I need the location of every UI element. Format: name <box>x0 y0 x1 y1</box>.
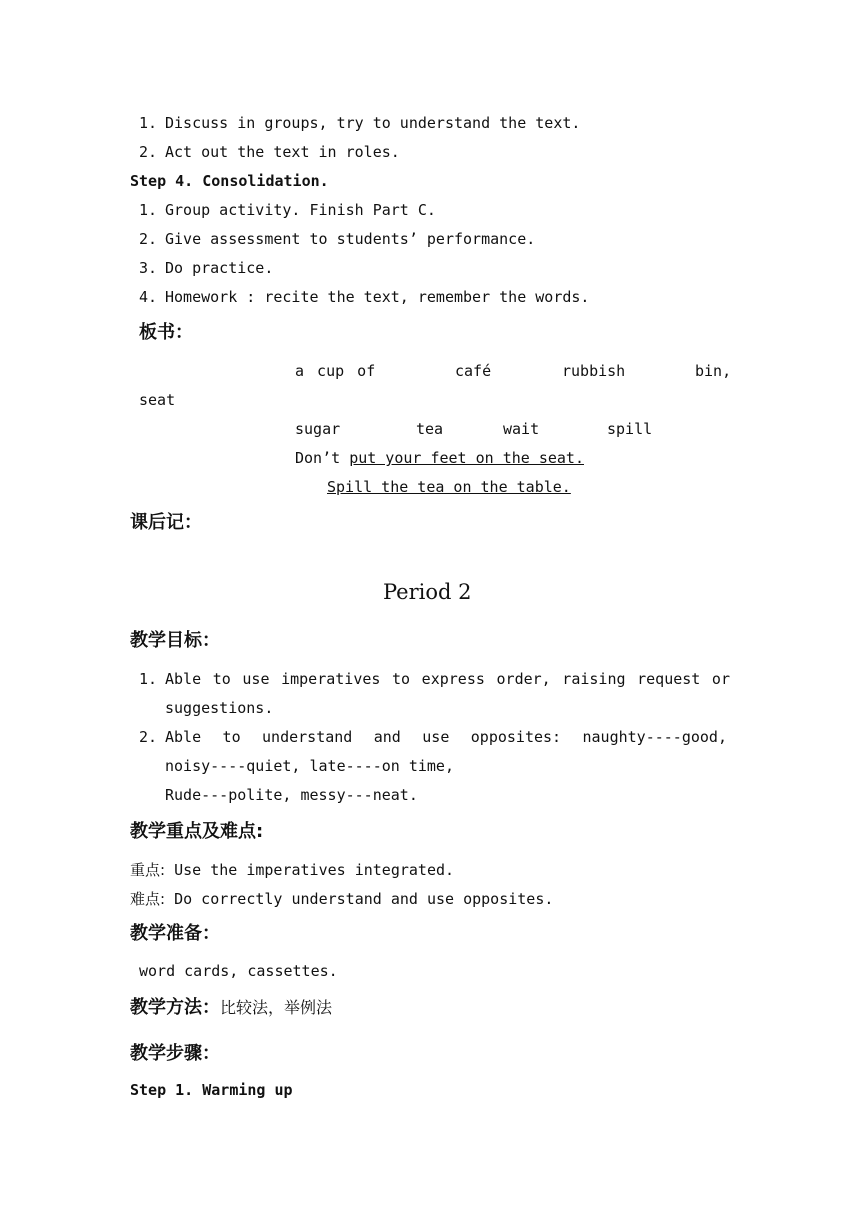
page-title: Period 2 <box>383 580 472 604</box>
step-heading: Step 1. Warming up <box>130 1081 293 1099</box>
board-word: tea <box>416 420 444 438</box>
list-item-text: Do practice. <box>165 259 274 277</box>
board-word: sugar <box>295 420 341 438</box>
list-item-text: Homework : recite the text, remember the words. <box>165 288 590 306</box>
list-number: 1. <box>139 201 158 219</box>
prep-heading: 教学准备： <box>130 923 220 944</box>
list-number: 1. <box>139 670 158 688</box>
difficulty-text: Do correctly understand and use opposites. <box>165 890 554 908</box>
list-number: 2. <box>139 230 158 248</box>
list-item-text: Give assessment to students’ performance. <box>165 230 536 248</box>
list-number: 2. <box>139 728 158 746</box>
steps-heading: 教学步骤： <box>130 1043 220 1064</box>
board-sentence-prefix: Don’t <box>295 449 350 467</box>
difficulty-label: 难点: <box>130 890 166 908</box>
prep-text: word cards, cassettes. <box>139 962 338 980</box>
list-number: 2. <box>139 143 158 161</box>
board-word: wait <box>503 420 540 438</box>
list-number: 1. <box>139 114 158 132</box>
key-point-label: 重点: <box>130 861 166 879</box>
difficulty-point <box>130 888 553 909</box>
method-line <box>130 993 332 1019</box>
list-item-text: Discuss in groups, try to understand the text. <box>165 114 581 132</box>
objectives-heading: 教学目标： <box>130 630 220 651</box>
method-heading: 教学方法： <box>130 997 220 1018</box>
board-word: café <box>455 362 492 380</box>
board-word: rubbish <box>562 362 626 380</box>
after-class-heading: 课后记： <box>130 512 202 533</box>
board-word: spill <box>607 420 653 438</box>
objective-line: Able to understand and use opposites: naughty----good, <box>165 728 727 746</box>
list-item-text: Act out the text in roles. <box>165 143 400 161</box>
objective-line: noisy----quiet, late----on time, <box>165 757 454 775</box>
key-point-text: Use the imperatives integrated. <box>165 861 455 879</box>
list-item-text: Group activity. Finish Part C. <box>165 201 436 219</box>
list-number: 3. <box>139 259 158 277</box>
board-word: bin, <box>695 362 732 380</box>
step-heading: Step 4. Consolidation. <box>130 172 329 190</box>
objective-line: Rude---polite, messy---neat. <box>165 786 418 804</box>
board-sentence-underlined: Spill the tea on the table. <box>327 478 571 496</box>
list-number: 4. <box>139 288 158 306</box>
board-sentence-underlined: put your feet on the seat. <box>349 449 584 467</box>
method-text: 比较法，举例法 <box>220 998 333 1017</box>
objective-line: suggestions. <box>165 699 274 717</box>
objective-line: Able to use imperatives to express order, raising request or <box>165 670 730 688</box>
board-word: seat <box>139 391 176 409</box>
board-sentence <box>295 449 584 467</box>
key-point <box>130 859 454 880</box>
key-points-heading: 教学重点及难点: <box>130 821 264 842</box>
blackboard-heading: 板书： <box>139 322 193 343</box>
board-word: a cup of <box>295 362 376 380</box>
